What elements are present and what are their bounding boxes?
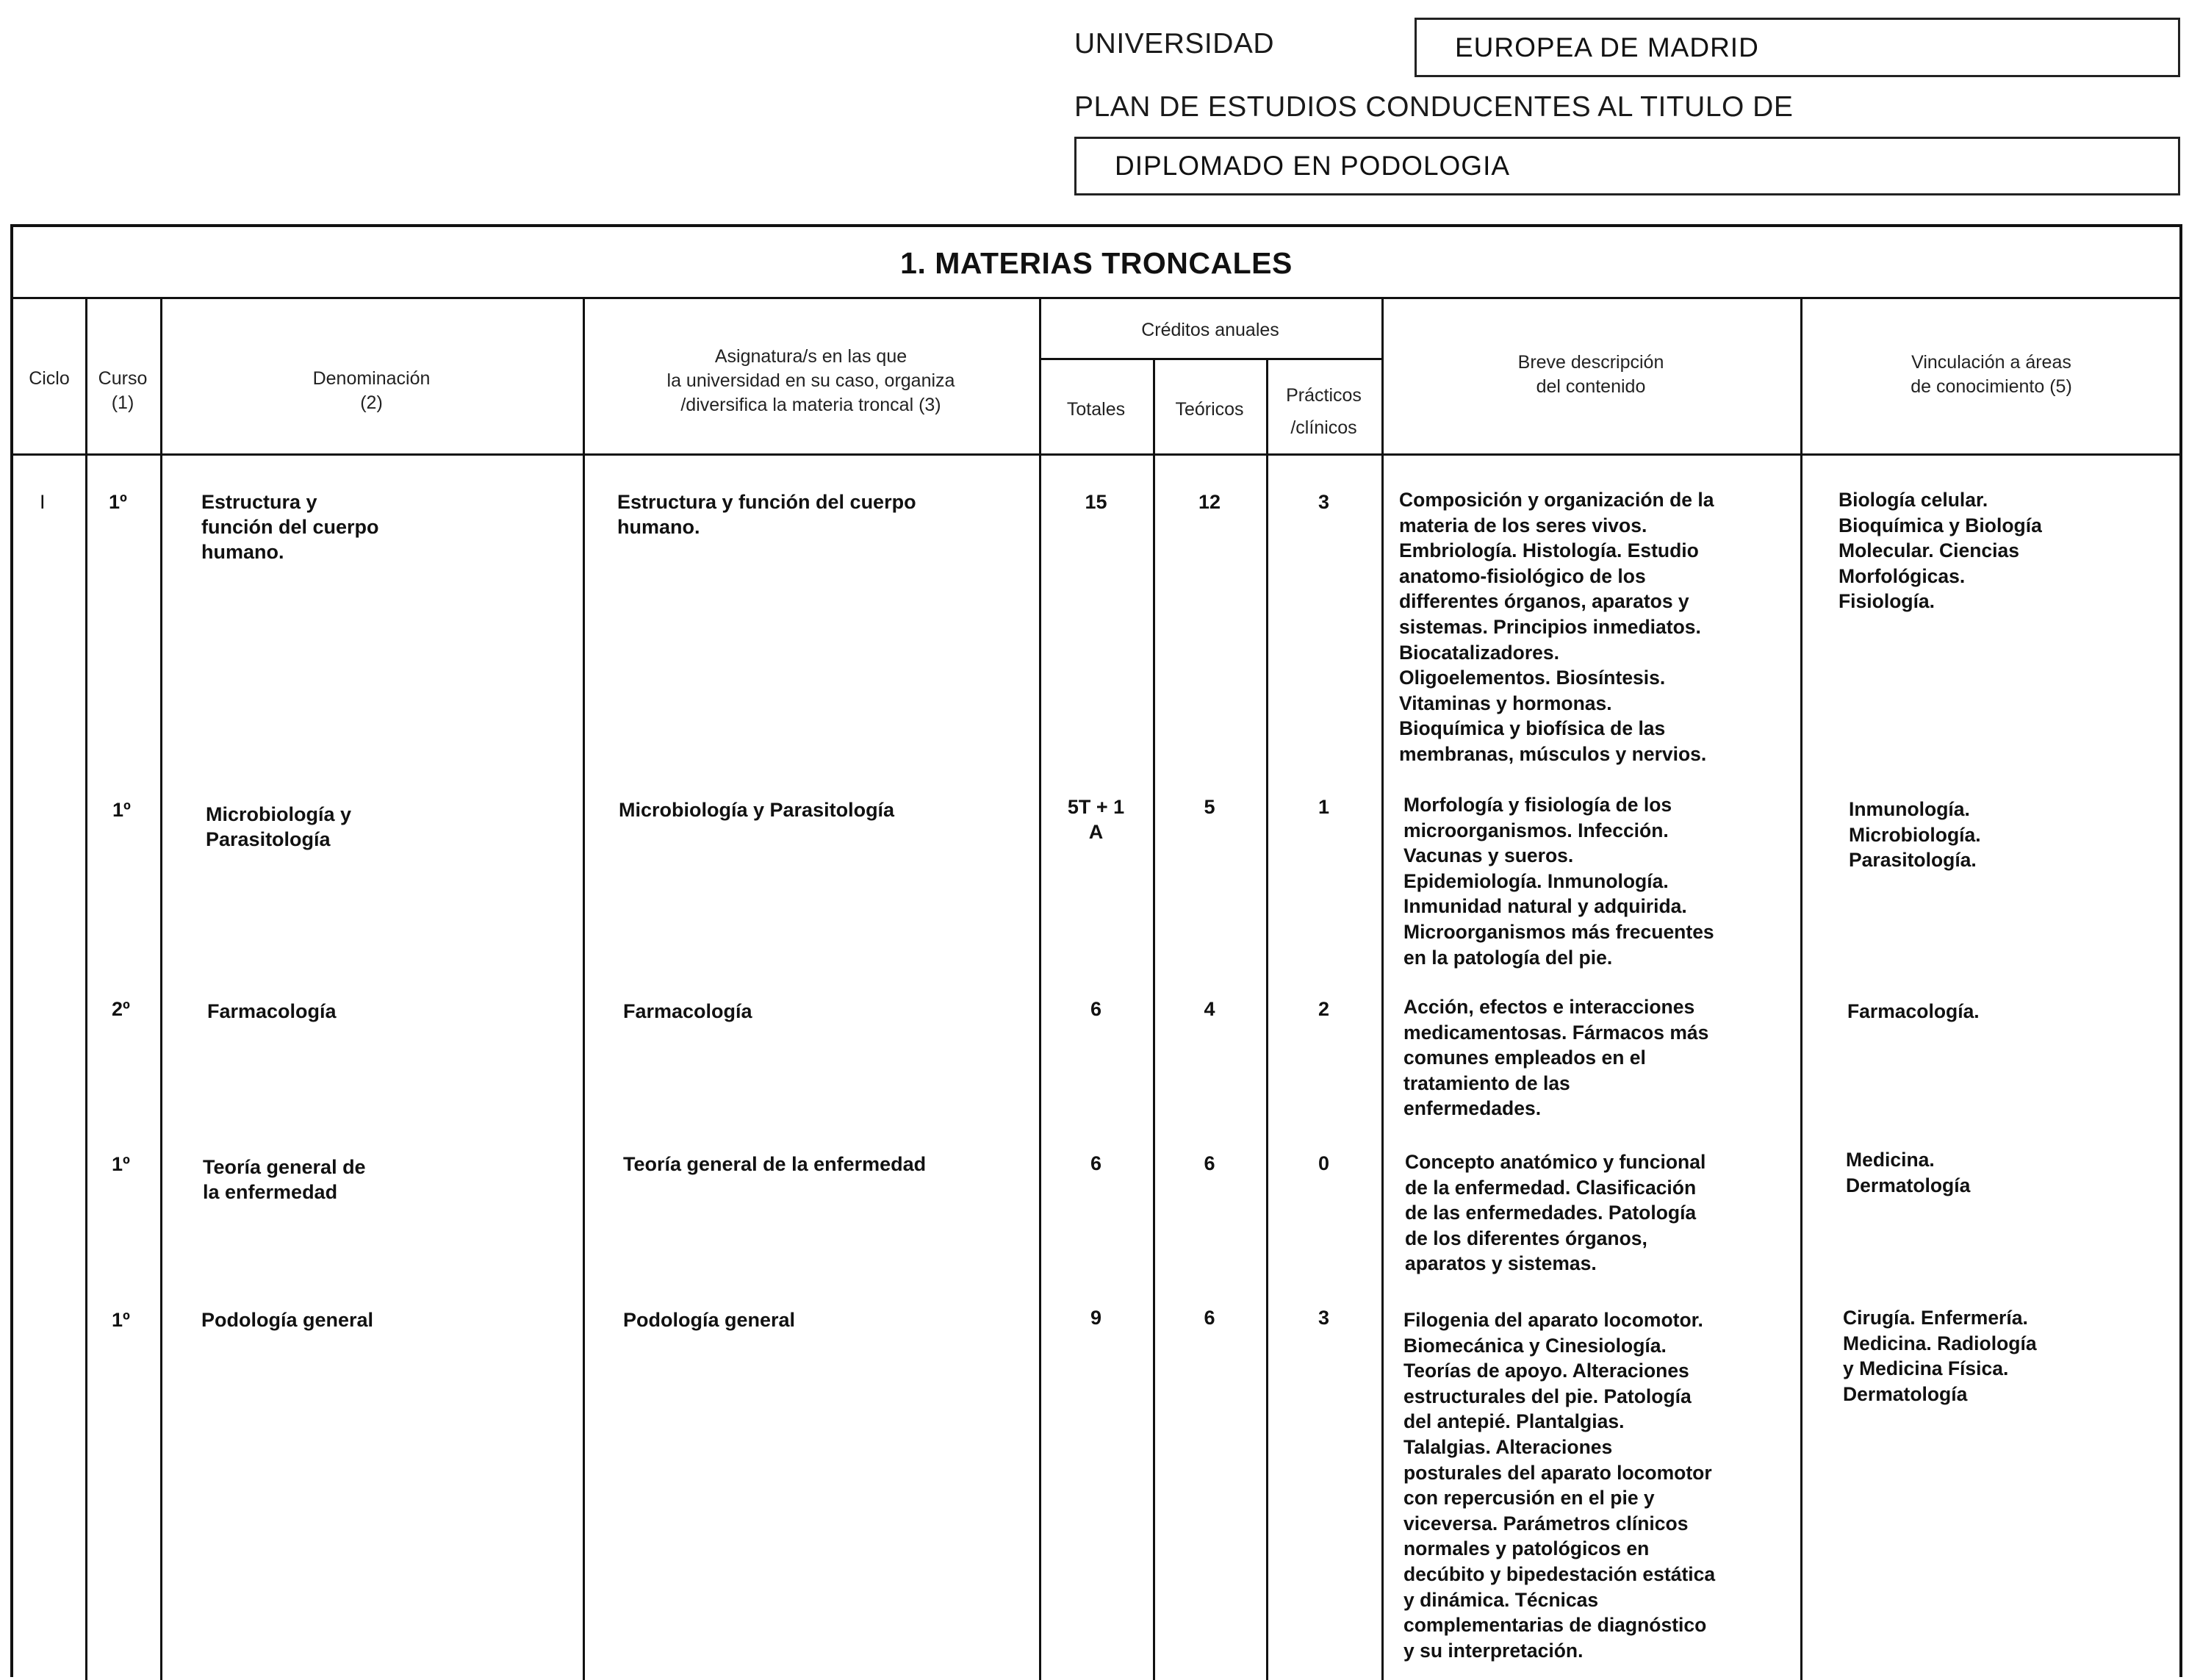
- row-totales: 5T + 1 A: [1067, 796, 1125, 843]
- row-vinculacion: Biología celular. Bioquímica y Biología Molecular. Ciencias Morfológicas. Fisiología.: [1838, 489, 2042, 613]
- table-title: 1. MATERIAS TRONCALES: [900, 246, 1293, 280]
- row-teoricos: 12: [1198, 491, 1221, 513]
- row-denominacion: Microbiología y Parasitología: [206, 803, 352, 850]
- row-teoricos: 6: [1204, 1307, 1215, 1329]
- row-vinculacion: Cirugía. Enfermería. Medicina. Radiología y Medicina Física. Dermatología: [1843, 1307, 2037, 1405]
- plan-label: PLAN DE ESTUDIOS CONDUCENTES AL TITULO DE: [1074, 91, 1794, 123]
- row-denominacion: Farmacología: [207, 1000, 337, 1022]
- row-descripcion: Morfología y fisiología de los microorganismos. Infección. Vacunas y sueros. Epidemiología. Inmunología. Inmunidad natural y adquirida. Microorganismos más frecuentes en la patología del pie.: [1403, 794, 1714, 969]
- row-curso: 2º: [112, 998, 130, 1020]
- col-descripcion: Breve descripción del contenido: [1517, 352, 1664, 397]
- row-asignatura: Teoría general de la enfermedad: [623, 1153, 927, 1175]
- row-teoricos: 5: [1204, 796, 1215, 818]
- row-descripcion: Composición y organización de la materia de los seres vivos. Embriología. Histología. Estudio anatomo-fisiológico de los differentes órganos, aparatos y sistemas. Principios inmediatos. Biocatalizadores. Oligoelementos. Biosíntesis. Vitaminas y hormonas. Bioquímica y biofísica de las membranas, músculos y nervios.: [1399, 489, 1714, 765]
- row-teoricos: 4: [1204, 998, 1215, 1020]
- row-asignatura: Microbiología y Parasitología: [619, 799, 895, 821]
- row-curso: 1º: [112, 1309, 130, 1331]
- row-descripcion: Filogenia del aparato locomotor. Biomecánica y Cinesiología. Teorías de apoyo. Alteraciones estructurales del pie. Patología del antepié. Plantalgias. Talalgias. Alteraciones posturales del aparato locomotor con repercusión en el pie y viceversa. Parámetros clínicos normales y patológicos en decúbito y bipedestación estática y dinámica. Técnicas complementarias de diagnóstico y su interpretación.: [1403, 1309, 1716, 1662]
- row-practicos: 2: [1318, 998, 1330, 1020]
- row-curso: 1º: [112, 799, 131, 821]
- col-curso: Curso (1): [98, 368, 148, 413]
- col-denominacion: Denominación (2): [312, 368, 431, 413]
- col-vinculacion: Vinculación a áreas de conocimiento (5): [1911, 352, 2072, 397]
- row-practicos: 3: [1318, 1307, 1330, 1329]
- row-curso: 1º: [112, 1153, 130, 1175]
- col-asignaturas: Asignatura/s en las que la universidad en su caso, organiza /diversifica la materia troncal (3): [666, 346, 955, 415]
- universidad-label: UNIVERSIDAD: [1074, 28, 1275, 60]
- col-ciclo: Ciclo: [29, 368, 70, 389]
- row-totales: 6: [1090, 998, 1102, 1020]
- row-vinculacion: Farmacología.: [1847, 1000, 1980, 1022]
- row-descripcion: Concepto anatómico y funcional de la enfermedad. Clasificación de las enfermedades. Patología de los diferentes órganos, aparatos y sistemas.: [1405, 1151, 1706, 1275]
- row-practicos: 1: [1318, 796, 1330, 818]
- row-teoricos: 6: [1204, 1152, 1215, 1174]
- row-denominacion: Podología general: [201, 1309, 374, 1331]
- col-practicos: Prácticos /clínicos: [1286, 385, 1362, 438]
- row-denominacion: Estructura y función del cuerpo humano.: [201, 491, 379, 563]
- row-totales: 9: [1090, 1307, 1102, 1329]
- col-creditos: Créditos anuales: [1141, 320, 1279, 340]
- universidad-field: EUROPEA DE MADRID: [1415, 18, 2180, 77]
- row-asignatura: Podología general: [623, 1309, 796, 1331]
- row-curso: 1º: [109, 491, 127, 513]
- row-asignatura: Estructura y función del cuerpo humano.: [617, 491, 916, 538]
- row-totales: 6: [1090, 1152, 1102, 1174]
- row-totales: 15: [1085, 491, 1107, 513]
- row-descripcion: Acción, efectos e interacciones medicamentosas. Fármacos más comunes empleados en el tratamiento de las enfermedades.: [1403, 996, 1709, 1120]
- row-vinculacion: Inmunología. Microbiología. Parasitología.: [1849, 798, 1981, 872]
- col-teoricos: Teóricos: [1175, 399, 1244, 420]
- row-practicos: 3: [1318, 491, 1330, 513]
- row-denominacion: Teoría general de la enfermedad: [203, 1156, 366, 1203]
- col-totales: Totales: [1066, 399, 1126, 420]
- materias-troncales-table: [10, 224, 2182, 1677]
- ciclo-value: I: [40, 491, 46, 513]
- row-vinculacion: Medicina. Dermatología: [1846, 1149, 1971, 1196]
- row-asignatura: Farmacología: [623, 1000, 752, 1022]
- titulo-field: DIPLOMADO EN PODOLOGIA: [1074, 137, 2180, 195]
- row-practicos: 0: [1318, 1152, 1330, 1174]
